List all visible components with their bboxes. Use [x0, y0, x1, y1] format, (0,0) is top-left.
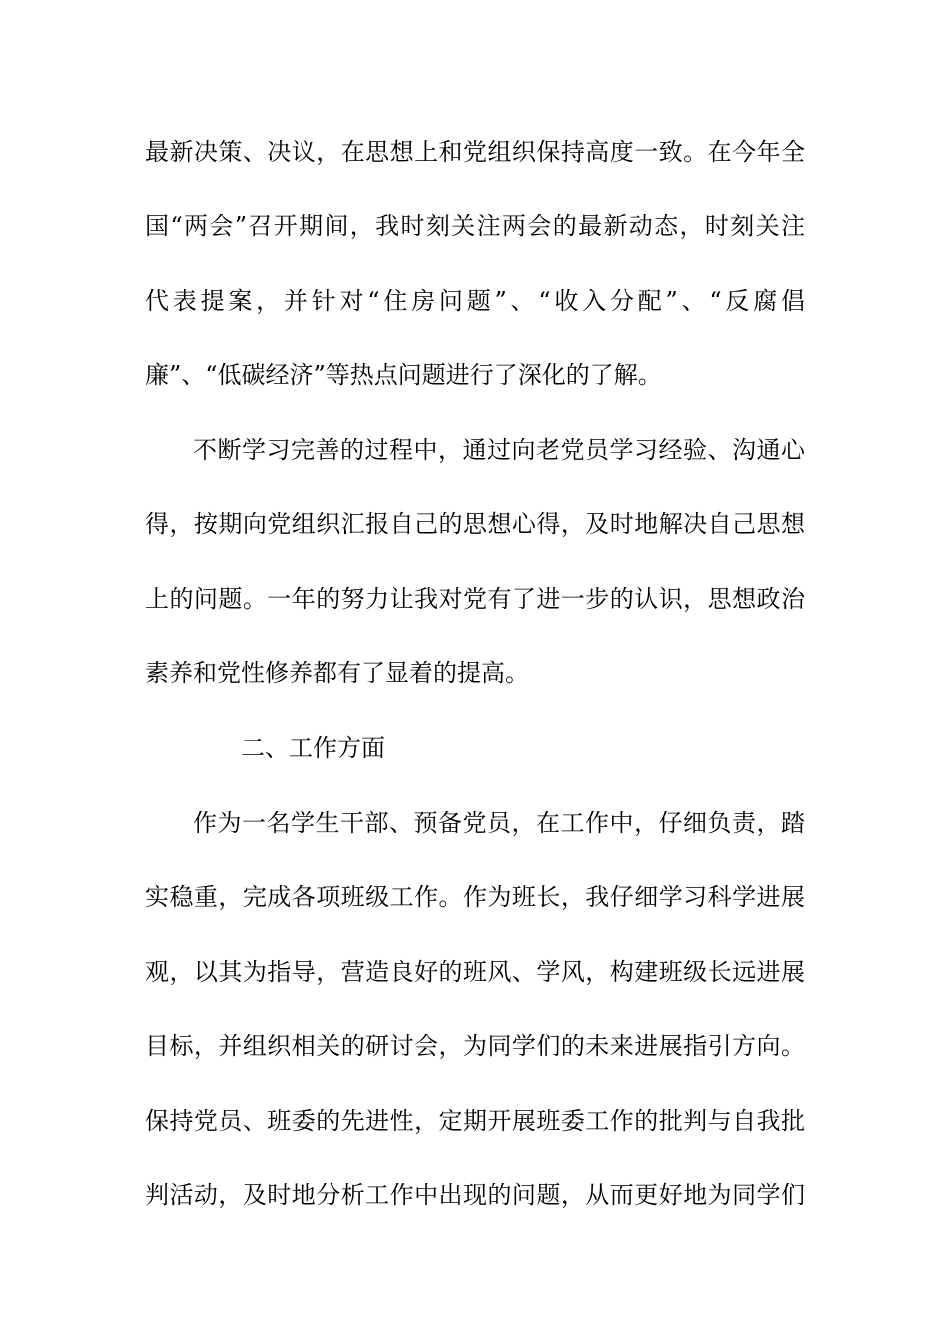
paragraph-2-line-2: 得，按期向党组织汇报自己的思想心得，及时地解决自己思想 — [145, 510, 805, 538]
paragraph-3-line-2: 实稳重，完成各项班级工作。作为班长，我仔细学习科学进展 — [145, 883, 805, 911]
document-page — [145, 0, 805, 1344]
paragraph-2-line-4: 素养和党性修养都有了显着的提高。 — [145, 659, 529, 687]
paragraph-2-line-1: 不断学习完善的过程中，通过向老党员学习经验、沟通心 — [193, 436, 805, 464]
paragraph-1-line-3: 代表提案，并针对“住房问题”、“收入分配”、“反腐倡 — [145, 287, 805, 315]
paragraph-3-line-3: 观，以其为指导，营造良好的班风、学风，构建班级长远进展 — [145, 958, 805, 986]
paragraph-3-line-1: 作为一名学生干部、预备党员，在工作中，仔细负责，踏 — [193, 809, 805, 837]
paragraph-3-line-6: 判活动，及时地分析工作中出现的问题，从而更好地为同学们 — [145, 1181, 805, 1209]
paragraph-3-line-5: 保持党员、班委的先进性，定期开展班委工作的批判与自我批 — [145, 1107, 805, 1135]
section-heading: 二、工作方面 — [241, 734, 385, 762]
paragraph-1-line-2: 国“两会”召开期间，我时刻关注两会的最新动态，时刻关注 — [145, 212, 805, 240]
paragraph-3-line-4: 目标，并组织相关的研讨会，为同学们的未来进展指引方向。 — [145, 1032, 805, 1060]
paragraph-2-line-3: 上的问题。一年的努力让我对党有了进一步的认识，思想政治 — [145, 585, 805, 613]
paragraph-1-line-4: 廉”、“低碳经济”等热点问题进行了深化的了解。 — [145, 361, 662, 389]
paragraph-1-line-1: 最新决策、决议，在思想上和党组织保持高度一致。在今年全 — [145, 138, 805, 166]
